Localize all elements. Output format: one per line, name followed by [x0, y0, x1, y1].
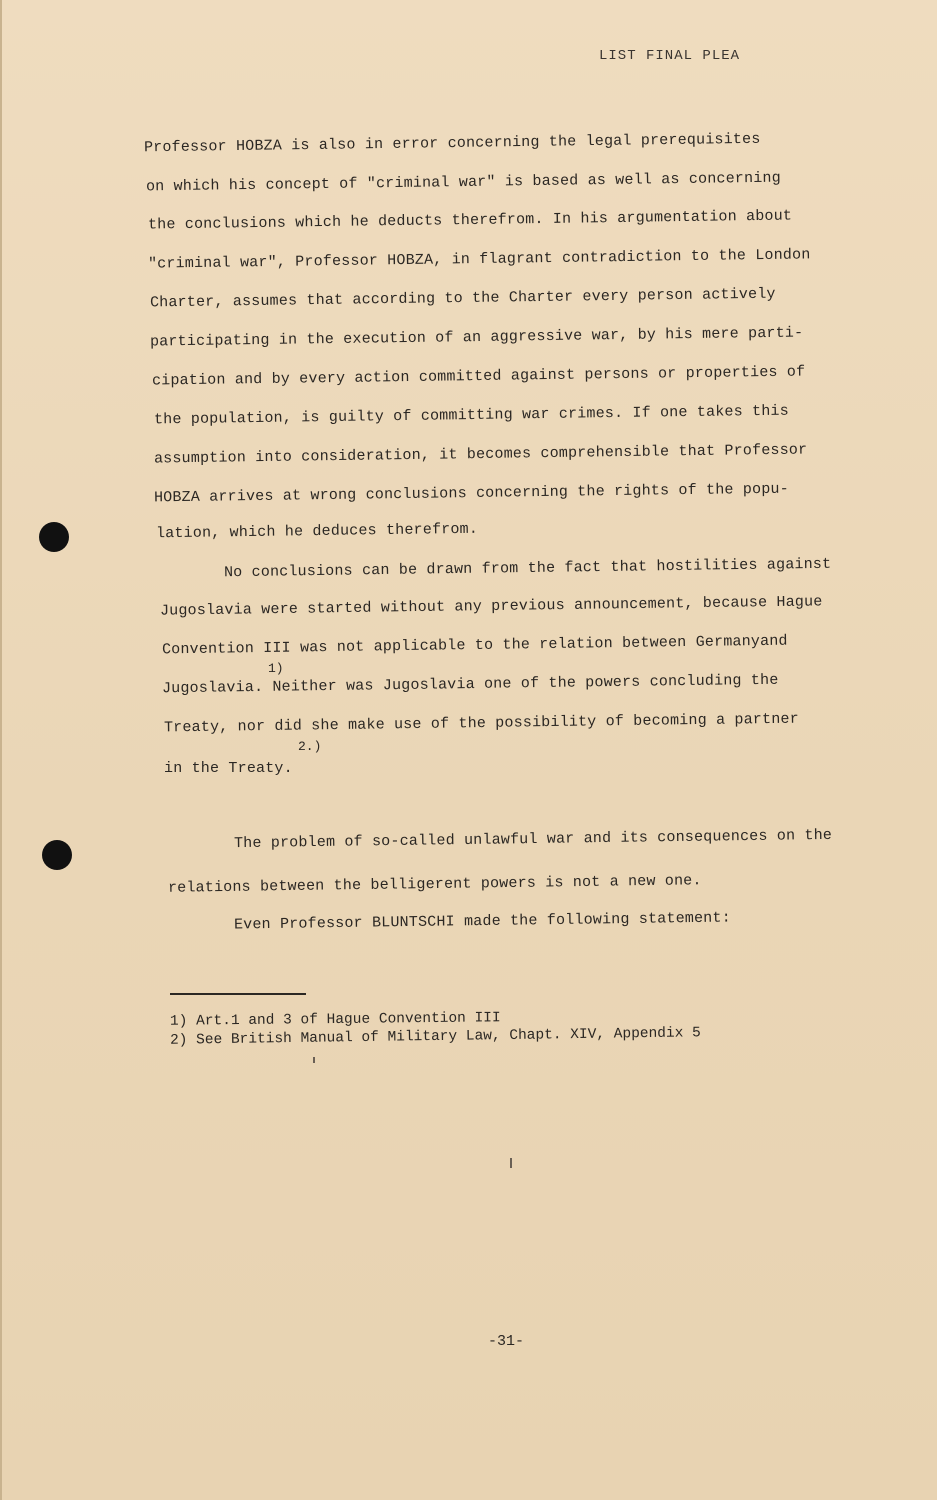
body-line: The problem of so-called unlawful war and its consequences on the [233, 826, 833, 853]
punch-hole-lower [42, 840, 72, 870]
body-line: "criminal war", Professor HOBZA, in flagrant contradiction to the London [147, 246, 811, 273]
body-line: Jugoslavia were started without any previous announcement, because Hague [159, 593, 823, 620]
footnote-marker-1: 1) [268, 661, 284, 676]
body-line: Charter, assumes that according to the Charter every person actively [149, 285, 776, 312]
body-line: No conclusions can be drawn from the fact that hostilities against [223, 555, 832, 582]
body-line: on which his concept of "criminal war" is based as well as concerning [145, 169, 781, 196]
body-line: the population, is guilty of committing war crimes. If one takes this [153, 402, 789, 429]
body-line: Professor HOBZA is also in error concerning the legal prerequisites [143, 130, 761, 157]
body-line: participating in the execution of an aggressive war, by his mere parti- [149, 324, 804, 351]
body-line: in the Treaty. [164, 760, 293, 777]
footnote-separator [170, 993, 306, 995]
body-line: relations between the belligerent powers is not a new one. [167, 872, 702, 897]
footnote-1: 1) Art.1 and 3 of Hague Convention III [169, 1010, 501, 1030]
body-line: assumption into consideration, it becomes comprehensible that Professor [153, 441, 808, 468]
page-number: -31- [488, 1333, 525, 1350]
footnote-marker-2: 2.) [298, 739, 322, 754]
paper-speck [510, 1158, 512, 1168]
body-line: Convention III was not applicable to the relation between Germanyand [161, 632, 788, 659]
body-line: Even Professor BLUNTSCHI made the following statement: [233, 909, 731, 934]
body-line: HOBZA arrives at wrong conclusions concerning the rights of the popu- [153, 480, 789, 507]
punch-hole-upper [39, 522, 69, 552]
body-line: Jugoslavia. Neither was Jugoslavia one of the powers concluding the [161, 671, 779, 698]
body-line: Treaty, nor did she make use of the possibility of becoming a partner [163, 710, 799, 737]
body-line: cipation and by every action committed against persons or properties of [151, 363, 806, 390]
body-line: lation, which he deduces therefrom. [155, 520, 479, 543]
document-header-label: LIST FINAL PLEA [599, 48, 741, 64]
footnote-2: 2) See British Manual of Military Law, Chapt. XIV, Appendix 5 [169, 1025, 701, 1049]
body-line: the conclusions which he deducts therefrom. In his argumentation about [147, 207, 793, 234]
paper-speck [313, 1057, 315, 1063]
